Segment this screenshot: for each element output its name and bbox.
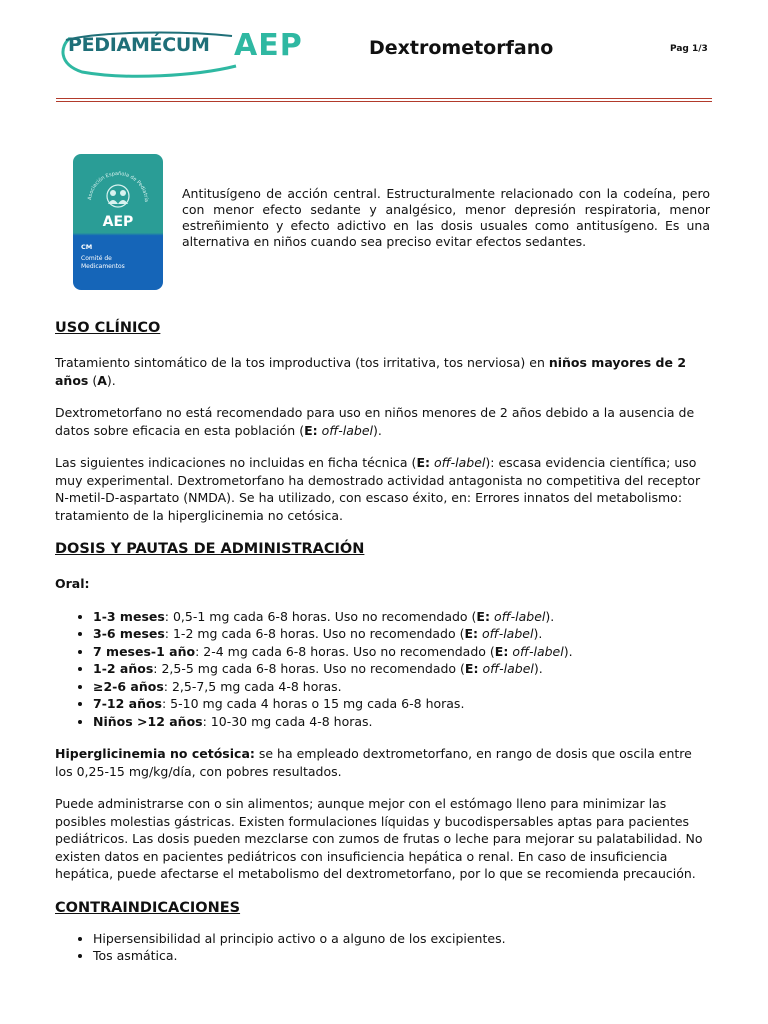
badge-cm: CM (81, 243, 93, 251)
drug-intro: Antitusígeno de acción central. Estructuralmente relacionado con la codeína, pero con menor efecto sedante y analgésico, menor depresión respiratoria, menor estreñimiento y efecto adictivo en las dosis usuales como antitusígeno. Es una alternativa en niños cuando sea preciso evitar efectos sedantes. (182, 186, 710, 249)
uso-paragraph-1: Tratamiento sintomático de la tos improductiva (tos irritativa, tos nerviosa) en niños mayores de 2 años (A). (55, 355, 687, 388)
page-title: Dextrometorfano (369, 37, 554, 59)
contraindications-list (55, 930, 713, 965)
badge-graphic (73, 154, 163, 290)
administration-paragraph: Puede administrarse con o sin alimentos; aunque mejor con el estómago lleno para minimizar las posibles molestias gástricas. Existen formulaciones líquidas y bucodispersables aptas para pacientes pediátricos. Las dosis pueden mezclarse con zumos de frutas o leche para mejorar su palatabilidad. No existen datos en pacientes pediátricos con insuficiencia hepática o renal. En caso de insuficiencia hepática, puede afectarse el metabolismo del dextrometorfano, por lo que se recomienda precaución. (55, 796, 703, 881)
badge-brand: AEP (102, 214, 134, 230)
list-item: • 3-6 meses: 1-2 mg cada 6-8 horas. Uso no recomendado (E: off-label). (93, 625, 713, 643)
list-item: • Tos asmática. (93, 947, 713, 965)
logo-text: PEDIAMÉCUM (68, 34, 210, 56)
list-item: • 7-12 años: 5-10 mg cada 4 horas o 15 mg cada 6-8 horas. (93, 695, 713, 713)
list-item: • Niños >12 años: 10-30 mg cada 4-8 horas. (93, 713, 713, 731)
hiperglicinemia-paragraph: Hiperglicinemia no cetósica: se ha empleado dextrometorfano, en rango de dosis que oscila entre los 0,25-15 mg/kg/día, con pobres resultados. (55, 746, 692, 779)
list-item: • ≥2-6 años: 2,5-7,5 mg cada 4-8 horas. (93, 678, 713, 696)
list-item: • 1-3 meses: 0,5-1 mg cada 6-8 horas. Uso no recomendado (E: off-label). (93, 608, 713, 626)
pediamecum-logo (56, 28, 306, 78)
list-item: • 7 meses-1 año: 2-4 mg cada 6-8 horas. Uso no recomendado (E: off-label). (93, 643, 713, 661)
uso-paragraph-3: Las siguientes indicaciones no incluidas en ficha técnica (E: off-label): escasa evidencia científica; uso muy experimental. Dextrometorfano ha demostrado actividad antagonista no competitiva del receptor N-metil-D-aspartato (NMDA). Se ha utilizado, con escaso éxito, en: Errores innatos del metabolismo: tratamiento de la hiperglicinemia no cetósica. (55, 455, 701, 523)
header-divider-top (56, 98, 712, 99)
list-item: • Hipersensibilidad al principio activo o a alguno de los excipientes. (93, 930, 713, 948)
aep-committee-badge (73, 154, 163, 290)
list-item: • 1-2 años: 2,5-5 mg cada 6-8 horas. Uso no recomendado (E: off-label). (93, 660, 713, 678)
logo-brand: AEP (234, 28, 303, 63)
badge-arc-text: Asociación Española de Pediatría (87, 170, 150, 203)
badge-committee-line2: Medicamentos (81, 263, 125, 270)
section-heading-uso-clinico: USO CLÍNICO (55, 320, 161, 336)
section-heading-contraindicaciones: CONTRAINDICACIONES (55, 899, 241, 916)
page-number: Pag 1/3 (670, 44, 708, 54)
page-header (0, 0, 768, 110)
section-heading-dosis: DOSIS Y PAUTAS DE ADMINISTRACIÓN (55, 541, 365, 557)
oral-label: Oral: (55, 576, 90, 591)
uso-paragraph-2: Dextrometorfano no está recomendado para uso en niños menores de 2 años debido a la ausencia de datos sobre eficacia en esta población (E: off-label). (55, 405, 695, 438)
badge-committee-line1: Comité de (81, 255, 112, 262)
document-body (55, 318, 713, 980)
header-divider-bottom (56, 101, 712, 102)
dosage-list (55, 608, 713, 731)
